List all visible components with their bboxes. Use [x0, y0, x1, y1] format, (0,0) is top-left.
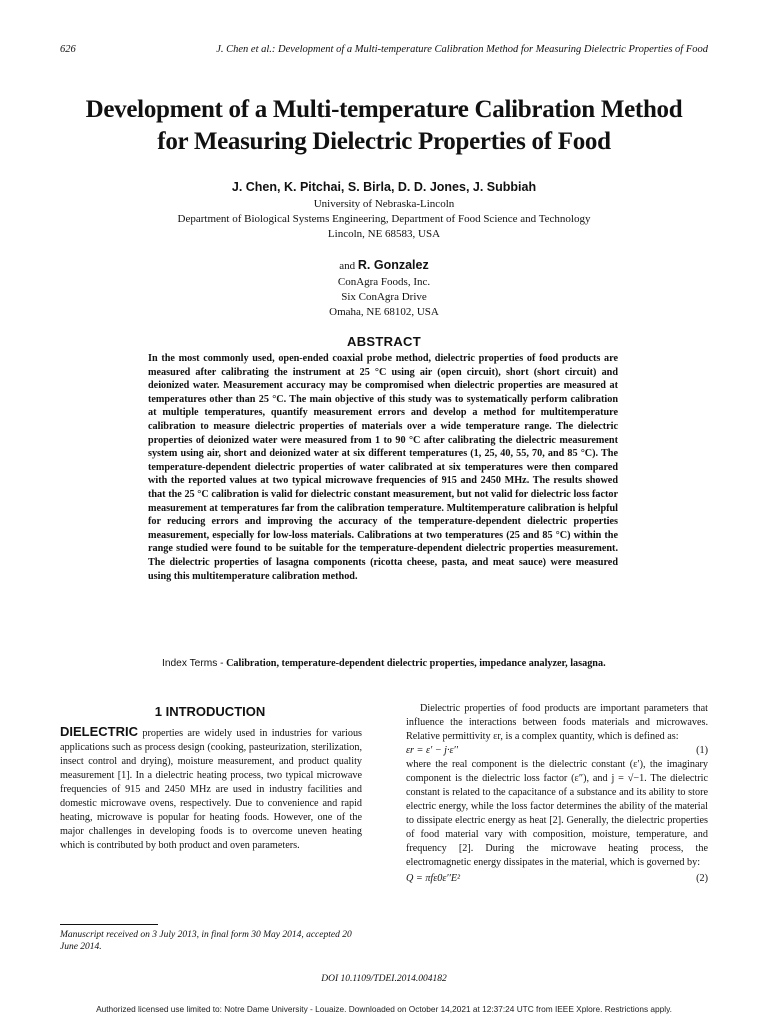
affiliation-university: University of Nebraska-Lincoln — [313, 198, 455, 210]
equation-2-number: (2) — [696, 873, 708, 884]
section-heading-introduction: 1 INTRODUCTION — [154, 704, 266, 719]
intro-lead-word: DIELECTRIC — [60, 724, 138, 739]
second-affiliation — [60, 275, 708, 320]
affiliation-department: Department of Biological Systems Engineering, Department of Food Science and Technology — [177, 213, 591, 225]
affiliation-address: Lincoln, NE 68583, USA — [327, 228, 441, 240]
affiliation — [60, 197, 708, 242]
license-notice: Authorized licensed use limited to: Notre Dame University - Louaize. Downloaded on October 14,2021 at 12:37:24 UTC from IEEE Xplore. Restrictions apply. — [96, 1004, 672, 1014]
intro-right-column — [406, 702, 708, 886]
second-author-name: R. Gonzalez — [357, 258, 429, 272]
abstract-body: In the most commonly used, open-ended coaxial probe method, dielectric properties of food products are measured after calibrating the instrument at 25 °C using air (open circuit), short (short circuit) and deionized water. Measurement accuracy may be compromised when dielectric properties are measured at temperatures other than 25 °C. The main objective of this study was to systematically perform calibration at multiple temperatures, quantify measurement errors and develop a method for multitemperature calibration to measure dielectric properties of materials over a wide temperature range. The dielectric properties of deionized water were measured from 1 to 90 °C after calibrating the dielectric measurement system using air, short and deionized water at six different temperatures (1, 25, 40, 55, 70, and 85 °C). The temperature-dependent dielectric properties of water calibrated at six temperatures were then compared with the reported values at two typical microwave frequencies of 915 and 2450 MHz. The results showed that the 25 °C calibration is valid for dielectric constant measurement, but not valid for dielectric loss factor measurement at temperatures far from the calibration temperature. Multitemperature calibration is helpful for reducing errors and improving the accuracy of the temperature-dependent dielectric properties measurement, especially for low-loss materials. Calibrations at two temperatures (25 and 85 °C) within the range studied were found to be suitable for the temperature-dependent dielectric properties measurement. The dielectric properties of lasagna components (ricotta cheese, pasta, and meat sauce) were measured using this multitemperature calibration method. — [148, 353, 618, 582]
doi: DOI 10.1109/TDEI.2014.004182 — [321, 974, 447, 984]
title-line-2: for Measuring Dielectric Properties of Food — [157, 128, 611, 155]
footnote-divider — [60, 924, 158, 925]
company-street: Six ConAgra Drive — [341, 291, 427, 303]
intro-left-column — [60, 725, 362, 853]
manuscript-footnote: Manuscript received on 3 July 2013, in final form 30 May 2014, accepted 20 June 2014. — [60, 930, 352, 952]
paper-title — [30, 94, 738, 158]
title-line-1: Development of a Multi-temperature Calibration Method — [85, 96, 683, 123]
index-terms — [148, 657, 618, 671]
second-author — [60, 258, 708, 272]
intro-right-paragraph-1: Dielectric properties of food products are important parameters that influence the interactions between foods materials and microwaves. Relative permittivity εr, is a complex quantity, which is defined as: — [406, 703, 708, 742]
index-terms-label: Index Terms - — [162, 658, 224, 669]
abstract-heading: ABSTRACT — [347, 334, 421, 349]
page-number: 626 — [60, 44, 76, 55]
equation-2: Q = πfε0ε′′E² (2) — [406, 873, 708, 884]
company-city: Omaha, NE 68102, USA — [329, 306, 439, 318]
author-list: J. Chen, K. Pitchai, S. Birla, D. D. Jones, J. Subbiah — [231, 180, 537, 194]
index-terms-list: Calibration, temperature-dependent dielectric properties, impedance analyzer, lasagna. — [226, 658, 606, 669]
intro-left-text: properties are widely used in industries for various applications such as process design (cooking, pasteurization, sterilization, insect control and drying), moisture measurement, and product quality measurement [1]. In a dielectric heating process, two typical microwave frequencies of 915 and 2450 MHz are used in industry facilities and domestic microwave ovens, respectively. Due to convenience and rapid heating, microwave is popular for heating foods. However, one of the major challenges in developing foods is to overcome uneven heating which is contributed by both product and oven parameters. — [60, 728, 362, 851]
equation-1-number: (1) — [696, 745, 708, 756]
company-name: ConAgra Foods, Inc. — [337, 276, 431, 288]
running-title: J. Chen et al.: Development of a Multi-temperature Calibration Method for Measuring Dielectric Properties of Food — [216, 44, 708, 55]
intro-right-paragraph-2: where the real component is the dielectric constant (ε′), the imaginary component is the dielectric loss factor (ε″), and j = √−1. The dielectric constant is related to the capacitance of a substance and its ability to store electric energy, while the loss factor determines the ability of the material to dissipate electric energy as heat [2]. Generally, the dielectric properties of food material vary with composition, moisture, temperature, and frequency [2]. During the microwave heating process, the electromagnetic energy dissipates in the material, which is governed by: — [406, 759, 708, 868]
and-word: and — [339, 260, 356, 272]
equation-1: εr = ε′ − j·ε′′ (1) — [406, 745, 708, 756]
